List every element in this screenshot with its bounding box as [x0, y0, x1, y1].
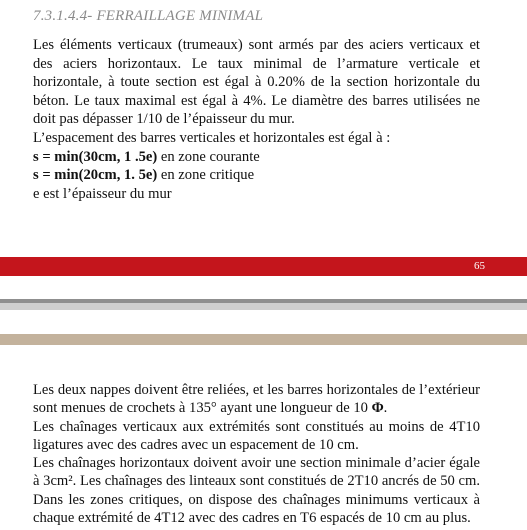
formula-critical-zone-label: en zone critique [157, 167, 255, 184]
minimum-reinforcement-paragraph: Les éléments verticaux (trumeaux) sont armés par des aciers verticaux et des aciers horizontaux. Le taux minimal de l’armature verticale et horizontale, à toute section est égal à 0.20% de la section horizontale du béton. Le taux maximal est égal à 4%. Le diamètre des barres utilisées ne doit pas dépasser 1/10 de l’épaisseur du mur. [33, 37, 480, 128]
e-definition-line: e est l’épaisseur du mur [33, 185, 172, 202]
nappes-text: Les deux nappes doivent être reliées, et les barres horizontales de l’extérieur sont menues de crochets à 135° ayant une longueur de 10 [33, 382, 480, 417]
nappes-paragraph [33, 381, 480, 418]
vertical-chainings-paragraph: Les chaînages verticaux aux extrémités sont constitués au moins de 4T10 ligatures avec des cadres avec un espacement de 10 cm. [33, 418, 480, 453]
nappes-end: . [383, 400, 388, 417]
formula-current-zone-bold: s = min(30cm, 1 .5e) [33, 148, 158, 165]
formula-current-zone-label: en zone courante [157, 148, 260, 165]
phi-symbol: Φ [371, 400, 384, 417]
formula-current-zone [33, 148, 480, 167]
formula-critical-zone [33, 166, 480, 185]
page-header-band [0, 334, 527, 345]
page-separator-light [0, 303, 527, 310]
horizontal-chainings-paragraph: Les chaînages horizontaux doivent avoir une section minimale d’acier égale à 3cm². Les chaînages des linteaux sont constitués de 2T10 ancrés de 50 cm. Dans les zones critiques, on dispose des chaînages minimums verticaux à chaque extrémité de 4T12 avec des cadres en T6 espacés de 10 cm au plus. [33, 455, 480, 527]
section-heading: 7.3.1.4.4- FERRAILLAGE MINIMAL [33, 8, 264, 24]
page-footer-band [0, 257, 527, 276]
formula-critical-zone-bold: s = min(20cm, 1. 5e) [33, 167, 158, 184]
spacing-intro-line: L’espacement des barres verticales et horizontales est égal à : [33, 129, 391, 146]
top-text-block [33, 36, 480, 203]
page-number: 65 [474, 260, 485, 272]
bottom-text-block [33, 381, 480, 527]
